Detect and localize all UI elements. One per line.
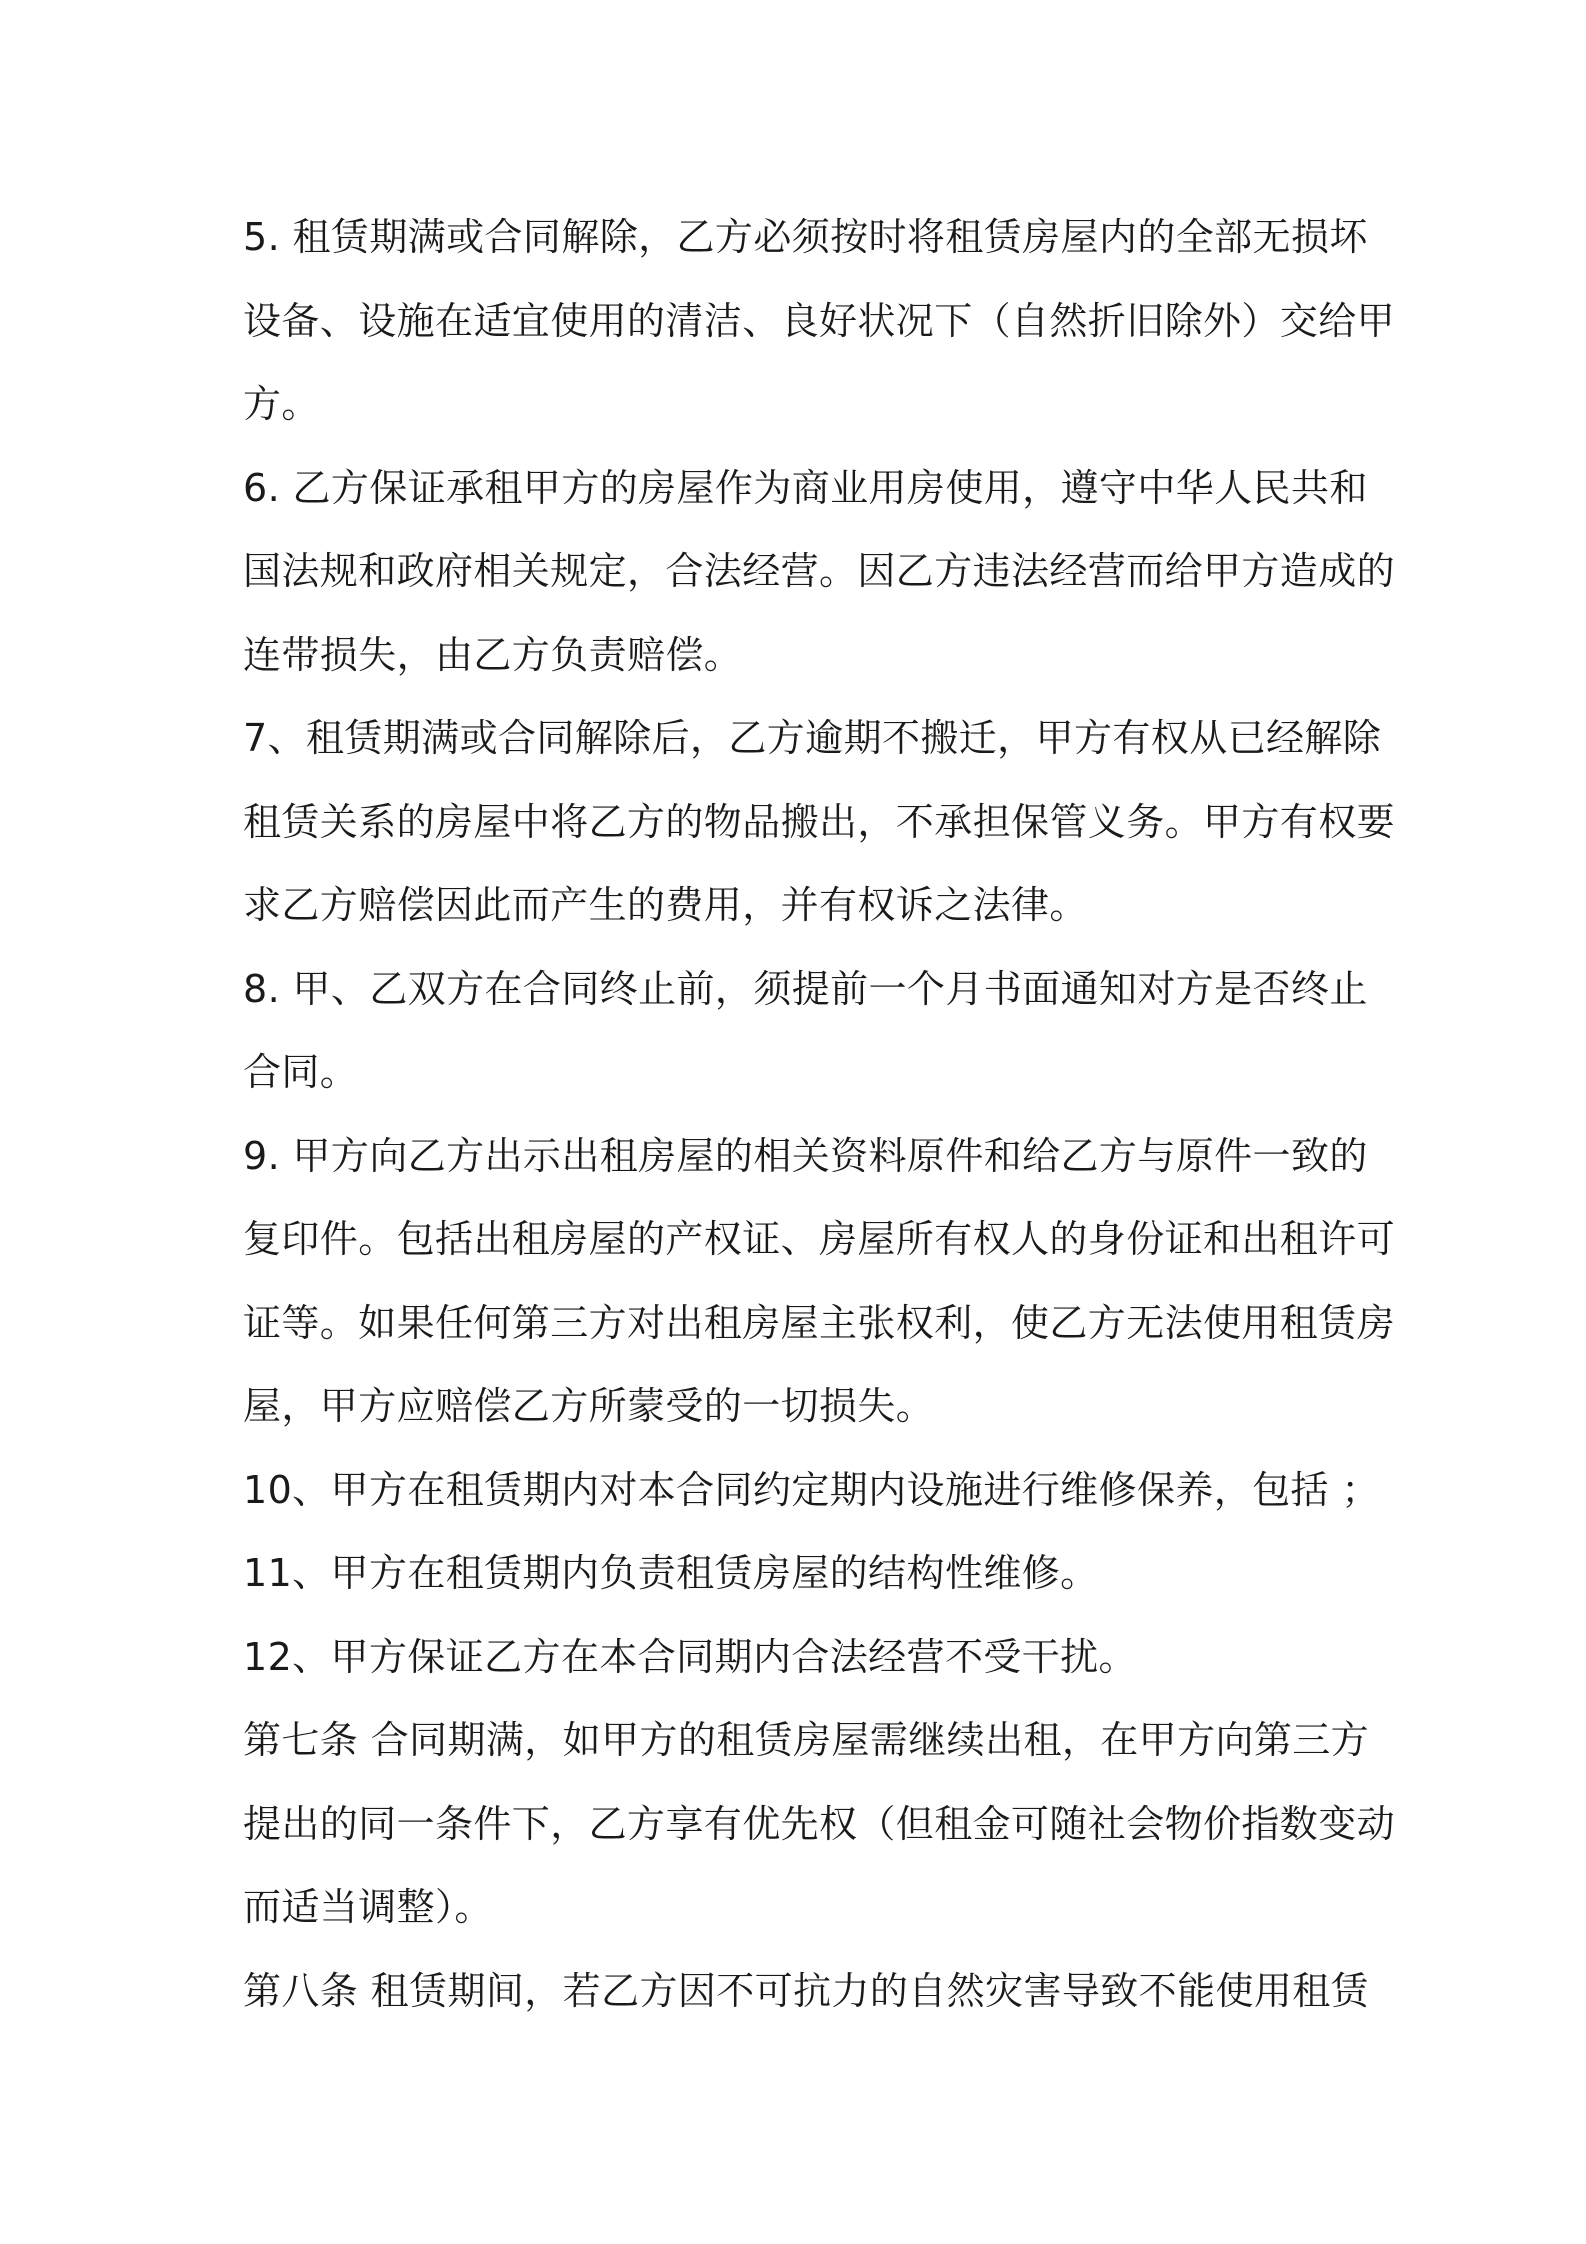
text-line: 合同。 — [243, 1050, 359, 1094]
text-line: 8. 甲、乙双方在合同终止前，须提前一个月书面通知对方是否终止 — [243, 966, 1368, 1011]
text-line: 第八条 租赁期间，若乙方因不可抗力的自然灾害导致不能使用租赁 — [243, 1968, 1370, 2013]
text-line: 9. 甲方向乙方出示出租房屋的相关资料原件和给乙方与原件一致的 — [243, 1133, 1368, 1178]
text-line: 租赁关系的房屋中将乙方的物品搬出，不承担保管义务。甲方有权要 — [243, 799, 1396, 844]
text-line: 第七条 合同期满，如甲方的租赁房屋需继续出租，在甲方向第三方 — [243, 1718, 1370, 1762]
text-line: 方。 — [243, 382, 320, 426]
text-line: 5. 租赁期满或合同解除，乙方必须按时将租赁房屋内的全部无损坏 — [243, 215, 1368, 259]
text-line: 证等。如果任何第三方对出租房屋主张权利，使乙方无法使用租赁房 — [243, 1300, 1396, 1345]
text-line: 设备、设施在适宜使用的清洁、良好状况下（自然折旧除外）交给甲 — [243, 298, 1396, 343]
text-line: 而适当调整）。 — [243, 1885, 493, 1929]
text-line: 国法规和政府相关规定，合法经营。因乙方违法经营而给甲方造成的 — [243, 549, 1396, 593]
text-line: 连带损失，由乙方负责赔偿。 — [243, 632, 743, 677]
text-line: 提出的同一条件下，乙方享有优先权（但租金可随社会物价指数变动 — [243, 1801, 1396, 1846]
text-line: 6. 乙方保证承租甲方的房屋作为商业用房使用，遵守中华人民共和 — [243, 465, 1368, 510]
text-line: 10、甲方在租赁期内对本合同约定期内设施进行维修保养，包括 ； — [243, 1467, 1380, 1512]
text-line: 12、甲方保证乙方在本合同期内合法经营不受干扰。 — [243, 1634, 1137, 1679]
text-line: 11、甲方在租赁期内负责租赁房屋的结构性维修。 — [243, 1551, 1099, 1595]
text-line: 求乙方赔偿因此而产生的费用，并有权诉之法律。 — [243, 883, 1088, 927]
text-line: 屋，甲方应赔偿乙方所蒙受的一切损失。 — [243, 1384, 935, 1428]
text-line: 7、租赁期满或合同解除后，乙方逾期不搬迁，甲方有权从已经解除 — [243, 716, 1382, 760]
text-line: 复印件。包括出租房屋的产权证、房屋所有权人的身份证和出租许可 — [243, 1217, 1396, 1261]
contract-text-body — [243, 196, 1396, 2033]
